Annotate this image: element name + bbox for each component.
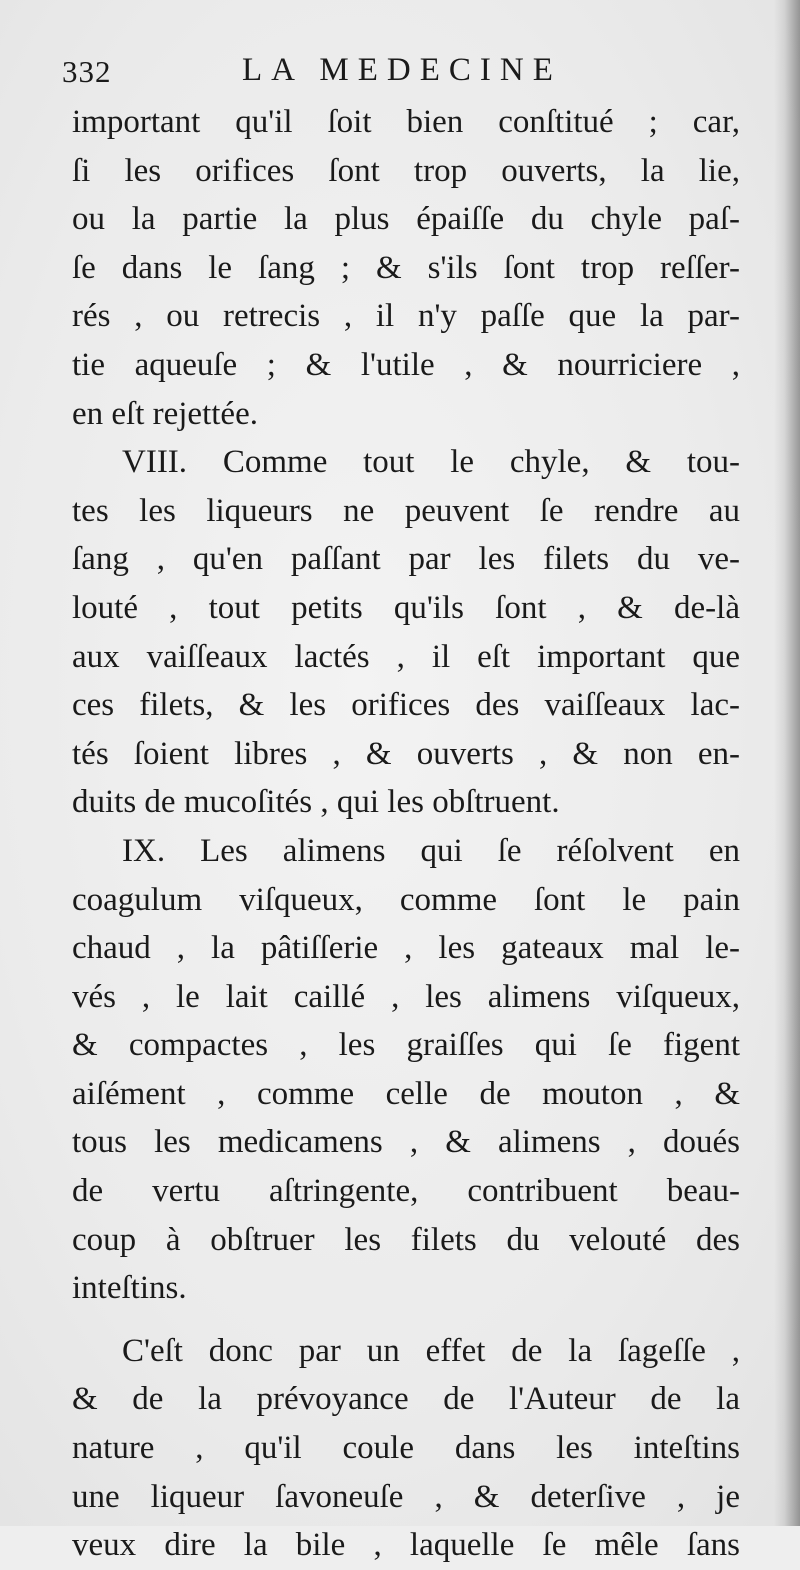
text-line: duits de mucoſités , qui les obſtruent. bbox=[72, 784, 560, 821]
text-line: IX. Les alimens qui ſe réſolvent en bbox=[122, 832, 740, 869]
text-line: nature , qu'il coule dans les inteſtins bbox=[72, 1430, 740, 1467]
text-line: ſe dans le ſang ; & s'ils ſont trop reſſer- bbox=[72, 249, 740, 286]
paragraph-gap bbox=[72, 1313, 740, 1327]
text-line: aux vaiſſeaux lactés , il eſt important que bbox=[72, 638, 740, 675]
text-line: VIII. Comme tout le chyle, & tou- bbox=[122, 444, 740, 481]
text-line: coagulum viſqueux, comme ſont le pain bbox=[72, 881, 740, 918]
text-line: tés ſoient libres , & ouverts , & non en- bbox=[72, 735, 740, 772]
running-title: LA MEDECINE bbox=[242, 52, 562, 88]
text-line: aiſément , comme celle de mouton , & bbox=[72, 1075, 740, 1112]
page-header bbox=[62, 54, 762, 98]
text-line: tes les liqueurs ne peuvent ſe rendre au bbox=[72, 492, 740, 529]
text-line: rés , ou retrecis , il n'y paſſe que la par- bbox=[72, 298, 740, 335]
page-edge-shadow bbox=[774, 0, 800, 1526]
text-line: inteſtins. bbox=[72, 1270, 187, 1307]
text-line: de vertu aſtringente, contribuent beau- bbox=[72, 1173, 740, 1210]
text-line: une liqueur ſavoneuſe , & deterſive , je bbox=[72, 1478, 740, 1515]
text-line: & de la prévoyance de l'Auteur de la bbox=[72, 1381, 740, 1418]
text-line: coup à obſtruer les filets du velouté des bbox=[72, 1221, 740, 1258]
text-line: tie aqueuſe ; & l'utile , & nourriciere , bbox=[72, 346, 740, 383]
body-text bbox=[72, 98, 740, 1570]
text-line: ſang , qu'en paſſant par les filets du ve- bbox=[72, 541, 740, 578]
text-line: vés , le lait caillé , les alimens viſqueux, bbox=[72, 978, 740, 1015]
text-line: ſi les orifices ſont trop ouverts, la lie, bbox=[72, 152, 740, 189]
text-line: C'eſt donc par un effet de la ſageſſe , bbox=[122, 1332, 740, 1369]
text-line: ou la partie la plus épaiſſe du chyle paſ- bbox=[72, 201, 740, 238]
text-line: louté , tout petits qu'ils ſont , & de-là bbox=[72, 589, 740, 626]
page-number: 332 bbox=[62, 54, 112, 89]
text-line: ces filets, & les orifices des vaiſſeaux lac- bbox=[72, 687, 740, 724]
text-line: important qu'il ſoit bien conſtitué ; car, bbox=[72, 104, 740, 140]
text-line: tous les medicamens , & alimens , doués bbox=[72, 1124, 740, 1161]
text-line: & compactes , les graiſſes qui ſe figent bbox=[72, 1027, 740, 1064]
text-line: chaud , la pâtiſſerie , les gateaux mal le- bbox=[72, 930, 740, 967]
text-line: veux dire la bile , laquelle ſe mêle ſans bbox=[72, 1527, 740, 1564]
text-line: en eſt rejettée. bbox=[72, 395, 258, 432]
